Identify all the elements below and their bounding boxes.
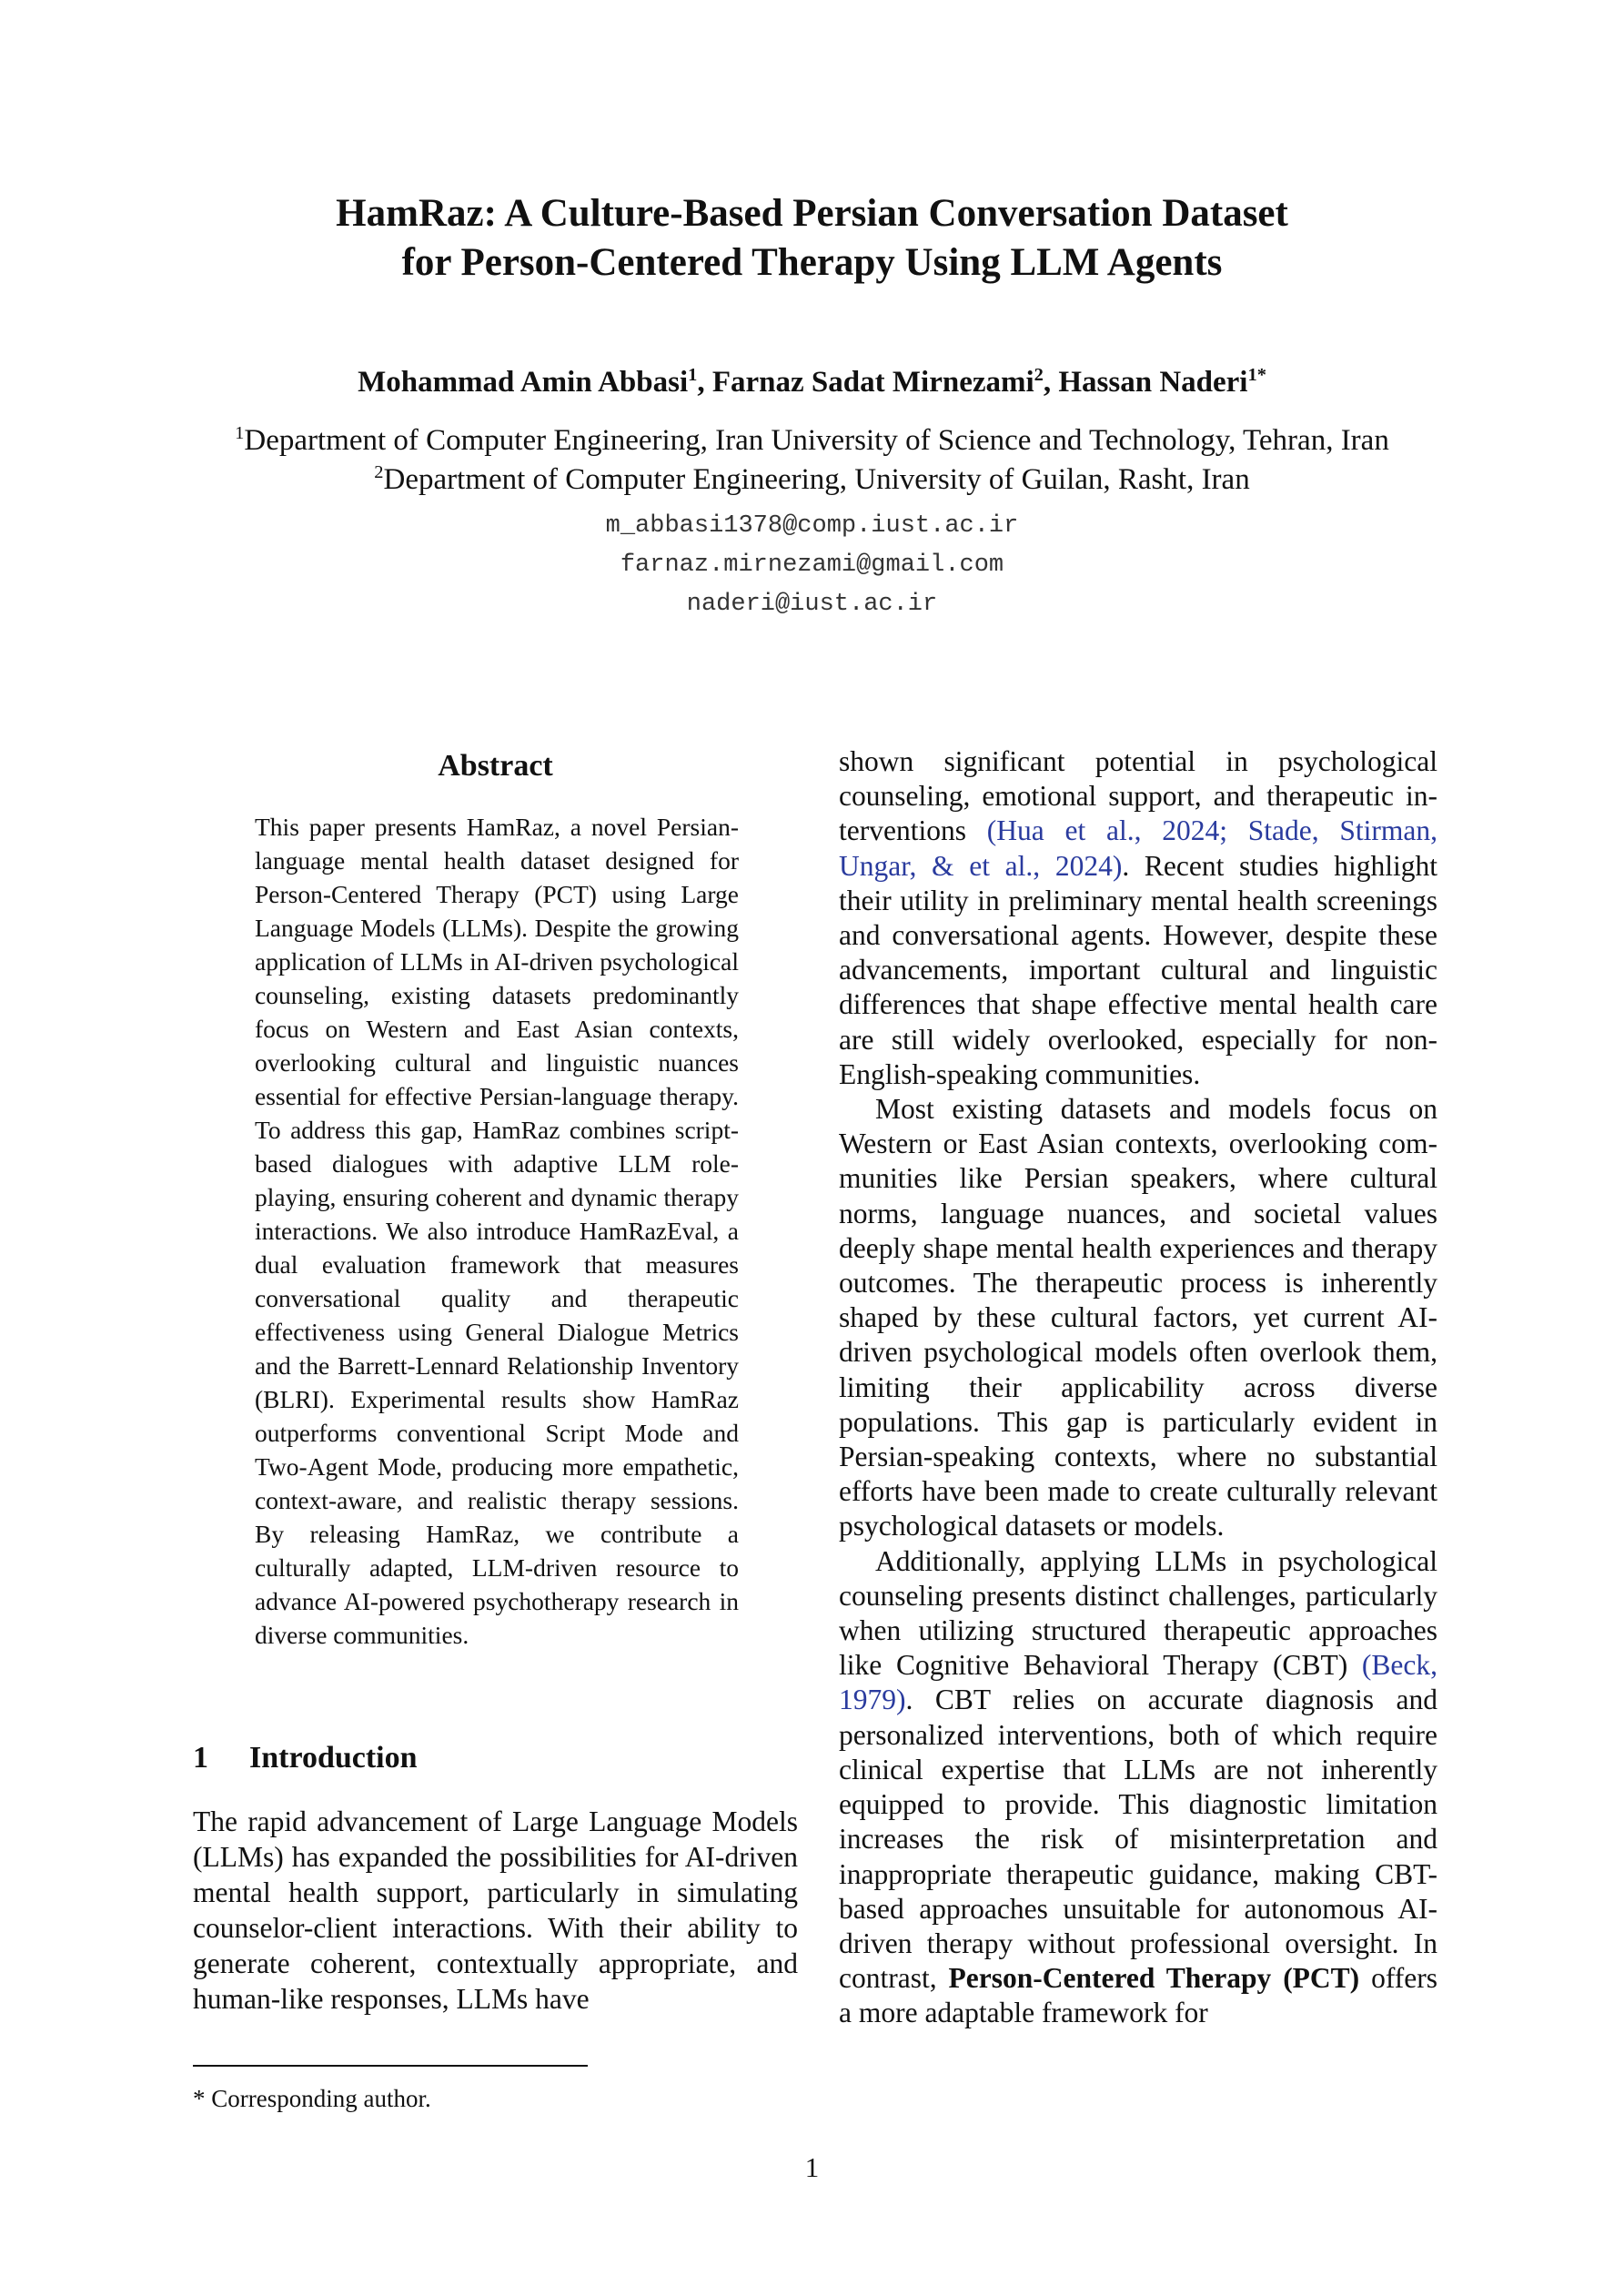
author-email[interactable]: farnaz.mirnezami@gmail.com <box>620 551 1004 579</box>
paragraph-text: . Recent studies highlight their utility in preliminary mental health screenings and conversational agents. However, despite these advancements, important cultural and linguistic differences that shape effective mental health care are still widely overlooked, especially for non-English-speaking communities. <box>839 849 1437 1090</box>
affiliation-text: Department of Computer Engineering, University of Guilan, Rasht, Iran <box>383 463 1250 496</box>
affiliation-text: Department of Computer Engineering, Iran University of Science and Technology, Tehran, Iran <box>244 424 1389 457</box>
paragraph: Most existing datasets and models focus on Western or East Asian contexts, overlooking communities like Persian speakers, where cultural norms, language nuances, and societal values deeply shape mental health experiences and therapy outcomes. The therapeutic process is inherently shaped by these cultural factors, yet current AI-driven psychological models often overlook them, limiting their applicability across diverse populations. This gap is particularly evident in Persian-speaking contexts, where no substantial efforts have been made to create culturally relevant psychological datasets or models. <box>839 1093 1437 1542</box>
footnote-rule <box>193 2065 588 2067</box>
right-column <box>839 744 1437 2031</box>
footnote: * Corresponding author. <box>193 2085 431 2112</box>
author-separator: , <box>697 366 712 399</box>
author-affil-mark: 1 <box>688 365 698 385</box>
author-name: Hassan Naderi <box>1058 366 1248 399</box>
paragraph-text: shown significant potential in psychological counseling, emotional support, and therapeutic interventions <box>839 745 1437 847</box>
citation-link[interactable]: (Hua et al., 2024; Stade, Stirman, Ungar, & et al., 2024) <box>839 814 1437 882</box>
affiliation-1 <box>0 421 1624 460</box>
paper-title <box>0 189 1624 288</box>
introduction-paragraph: The rapid advancement of Large Language Models (LLMs) has expanded the possibilities for AI-driven mental health support, particularly in simulating counselor-client interactions. With their ability to generate coherent, contextually appropriate, and human-like responses, LLMs have <box>193 1805 798 2015</box>
section-number: 1 <box>193 1741 208 1775</box>
author-affil-mark: 2 <box>1034 365 1044 385</box>
author-email[interactable]: naderi@iust.ac.ir <box>686 591 938 618</box>
citation-link[interactable]: (Beck, 1979) <box>839 1649 1437 1716</box>
author-list <box>0 362 1624 402</box>
paragraph-text: . CBT relies on accurate diagnosis and personalized interventions, both of which require clinical expertise that LLMs are not inherently equipped to provide. This diagnostic limitation increases the risk of misinterpretation and inappropriate therapeutic guidance, making CBT-based approaches unsuitable for autonomous AI-driven therapy without professional oversight. In contrast, <box>839 1684 1437 1995</box>
paragraph <box>839 1544 1437 2031</box>
author-separator: , <box>1043 366 1059 399</box>
author-email[interactable]: m_abbasi1378@comp.iust.ac.ir <box>605 512 1019 540</box>
author-affil-mark: 1* <box>1247 365 1266 385</box>
affiliation-mark: 2 <box>374 462 384 482</box>
author-name: Farnaz Sadat Mirnezami <box>711 366 1034 399</box>
affiliation-2 <box>0 460 1624 499</box>
bold-term: Person-Centered Therapy (PCT) <box>948 1962 1360 1995</box>
abstract-heading: Abstract <box>438 749 553 783</box>
paragraph <box>839 744 1437 1092</box>
title-line-1: HamRaz: A Culture-Based Persian Conversation Dataset <box>336 192 1288 235</box>
title-line-2: for Person-Centered Therapy Using LLM Agents <box>401 241 1223 284</box>
author-name: Mohammad Amin Abbasi <box>358 366 689 399</box>
paragraph-text: Additionally, applying LLMs in psychological counseling presents distinct challenges, particularly when utilizing structured therapeutic approaches like Cognitive Behavioral Therapy (CBT) <box>839 1544 1437 1682</box>
abstract-body: This paper presents HamRaz, a novel Persian-language mental health dataset designed for Person-Centered Therapy (PCT) using Large Language Models (LLMs). Despite the growing application of LLMs in AI-driven psychological counseling, existing datasets predominantly focus on Western and East Asian contexts, overlooking cultural and linguistic nuances essential for effective Persian-language therapy. To address this gap, HamRaz combines script-based dialogues with adaptive LLM role-playing, ensuring coherent and dynamic therapy interactions. We also introduce HamRazEval, a dual evaluation framework that measures conversational quality and therapeutic effectiveness using General Dialogue Metrics and the Barrett-Lennard Relationship Inventory (BLRI). Experimental results show HamRaz outperforms conventional Script Mode and Two-Agent Mode, producing more empathetic, context-aware, and realistic therapy sessions. By releasing HamRaz, we contribute a culturally adapted, LLM-driven resource to advance AI-powered psychotherapy research in diverse communities. <box>255 813 739 1649</box>
affiliation-mark: 1 <box>235 423 245 443</box>
paragraph-text: offers a more adaptable framework for <box>839 1962 1437 2029</box>
page-number: 1 <box>804 2151 820 2183</box>
section-heading-introduction <box>193 1738 418 1778</box>
section-title: Introduction <box>249 1741 418 1775</box>
